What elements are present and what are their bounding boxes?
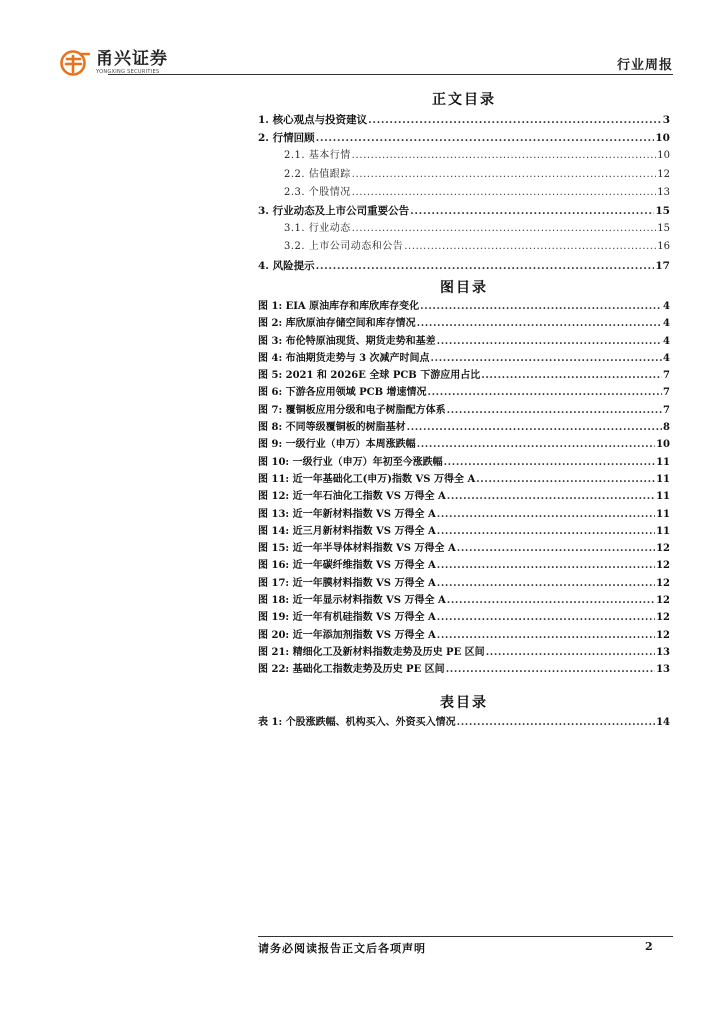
figure-entry[interactable] [258, 488, 670, 505]
toc-entry-label: 3.2. 上市公司动态和公告 [284, 241, 404, 253]
toc-entry[interactable] [258, 238, 670, 256]
figure-entry[interactable] [258, 592, 670, 609]
dot-leader [410, 202, 654, 220]
table-list-title: 表目录 [440, 695, 488, 711]
figure-entry-label: 图 9: 一级行业（申万）本周涨跌幅 [258, 439, 416, 451]
toc-entry[interactable] [258, 184, 670, 202]
toc-entry[interactable] [258, 129, 670, 147]
figure-entry-page: 4 [663, 352, 670, 364]
figure-entry-page: 11 [656, 456, 670, 468]
toc-entry-label: 4. 风险提示 [258, 259, 315, 272]
header-divider [108, 74, 673, 75]
dot-leader [476, 471, 655, 488]
figure-entry-page: 10 [656, 439, 670, 451]
figure-list [258, 298, 670, 679]
figure-entry[interactable] [258, 419, 670, 436]
footer-disclaimer: 请务必阅读报告正文后各项声明 [258, 942, 426, 955]
figure-entry[interactable] [258, 436, 670, 453]
figure-entry[interactable] [258, 575, 670, 592]
figure-entry[interactable] [258, 333, 670, 350]
dot-leader [368, 111, 662, 129]
figure-entry-page: 11 [656, 525, 670, 537]
figure-entry-label: 图 1: EIA 原油库存和库欣库存变化 [258, 301, 420, 312]
figure-entry-label: 图 12: 近一年石油化工指数 VS 万得全 A [258, 491, 446, 503]
toc-entry[interactable] [258, 111, 670, 129]
toc-entry-label: 2.3. 个股情况 [284, 186, 351, 198]
dot-leader [404, 238, 656, 256]
figure-entry[interactable] [258, 661, 670, 678]
figure-entry-page: 12 [656, 560, 670, 572]
figure-entry-label: 图 16: 近一年碳纤维指数 VS 万得全 A [258, 560, 436, 572]
figure-entry[interactable] [258, 350, 670, 367]
dot-leader [437, 575, 655, 592]
toc-entry[interactable] [258, 147, 670, 165]
dot-leader [352, 184, 657, 202]
figure-entry-page: 4 [663, 318, 670, 330]
dot-leader [446, 661, 655, 678]
toc-entry-label: 2.1. 基本行情 [284, 150, 351, 162]
figure-entry[interactable] [258, 367, 670, 384]
figure-entry-label: 图 7: 覆铜板应用分级和电子树脂配方体系 [258, 404, 446, 416]
figure-entry-label: 图 17: 近一年膜材料指数 VS 万得全 A [258, 577, 436, 589]
toc-entry-page: 12 [657, 168, 670, 180]
toc-entry-page: 17 [655, 259, 670, 272]
toc-title: 正文目录 [432, 92, 496, 108]
figure-entry-page: 8 [663, 422, 670, 434]
table-entry-label: 表 1: 个股涨跌幅、机构买入、外资买入情况 [258, 717, 456, 728]
dot-leader [428, 384, 663, 401]
dot-leader [407, 419, 662, 436]
figure-entry-page: 7 [663, 404, 670, 416]
table-list [258, 714, 670, 732]
figure-entry-page: 12 [656, 612, 670, 624]
figure-entry[interactable] [258, 384, 670, 401]
figure-entry[interactable] [258, 315, 670, 332]
toc-entry-page: 13 [657, 186, 670, 198]
toc-entry[interactable] [258, 220, 670, 238]
report-type-label: 行业周报 [616, 58, 673, 73]
toc-entry-page: 15 [657, 223, 670, 235]
footer-divider [258, 936, 673, 937]
logo-english-name: YONGXING SECURITIES [96, 69, 160, 75]
figure-entry-label: 图 20: 近一年添加剂指数 VS 万得全 A [258, 629, 436, 641]
figure-entry-label: 图 6: 下游各应用领域 PCB 增速情况 [258, 387, 427, 399]
toc-entry-label: 3. 行业动态及上市公司重要公告 [258, 204, 410, 217]
dot-leader [437, 557, 655, 574]
toc-entry[interactable] [258, 166, 670, 184]
figure-entry[interactable] [258, 627, 670, 644]
dot-leader [431, 350, 662, 367]
figure-entry-label: 图 19: 近一年有机硅指数 VS 万得全 A [258, 612, 436, 624]
toc-entry-page: 10 [655, 132, 670, 145]
figure-entry-label: 图 8: 不同等级覆铜板的树脂基材 [258, 422, 406, 434]
dot-leader [437, 627, 655, 644]
figure-entry[interactable] [258, 454, 670, 471]
figure-entry-page: 12 [656, 543, 670, 555]
figure-entry[interactable] [258, 609, 670, 626]
figure-entry-page: 13 [656, 664, 670, 676]
toc-entry-page: 10 [657, 150, 670, 162]
page-number: 2 [645, 940, 653, 953]
figure-entry-page: 7 [663, 387, 670, 399]
dot-leader [316, 129, 655, 147]
dot-leader [447, 402, 662, 419]
figure-list-title: 图目录 [440, 280, 488, 296]
dot-leader [352, 166, 657, 184]
dot-leader [481, 367, 662, 384]
dot-leader [437, 506, 655, 523]
figure-entry-page: 11 [656, 473, 670, 485]
dot-leader [437, 609, 655, 626]
toc-entry-page: 15 [655, 204, 670, 217]
logo-chinese-name: 甬兴证券 [96, 49, 168, 69]
figure-entry-label: 图 11: 近一年基础化工(申万)指数 VS 万得全 A [258, 473, 476, 485]
figure-entry[interactable] [258, 298, 670, 315]
dot-leader [457, 714, 655, 732]
toc-list [258, 111, 670, 275]
figure-entry-page: 12 [656, 629, 670, 641]
dot-leader [447, 488, 655, 505]
dot-leader [420, 298, 662, 315]
figure-entry-label: 图 15: 近一年半导体材料指数 VS 万得全 A [258, 543, 456, 555]
yongxing-logo-icon [60, 50, 92, 76]
figure-entry-label: 图 13: 近一年新材料指数 VS 万得全 A [258, 508, 436, 520]
figure-entry[interactable] [258, 402, 670, 419]
figure-entry[interactable] [258, 557, 670, 574]
figure-entry-label: 图 21: 精细化工及新材料指数走势及历史 PE 区间 [258, 646, 485, 658]
figure-entry[interactable] [258, 540, 670, 557]
figure-entry-label: 图 18: 近一年显示材料指数 VS 万得全 A [258, 595, 446, 607]
figure-entry-page: 7 [663, 370, 670, 382]
figure-entry-page: 4 [663, 335, 670, 347]
dot-leader [352, 147, 657, 165]
figure-entry-page: 12 [656, 595, 670, 607]
figure-entry-page: 11 [656, 491, 670, 503]
dot-leader [444, 454, 656, 471]
dot-leader [417, 436, 655, 453]
figure-entry-page: 12 [656, 577, 670, 589]
company-logo [60, 50, 168, 76]
figure-entry-label: 图 5: 2021 和 2026E 全球 PCB 下游应用占比 [258, 370, 481, 382]
table-entry[interactable] [258, 714, 670, 732]
dot-leader [417, 315, 662, 332]
dot-leader [437, 523, 655, 540]
toc-entry-label: 3.1. 行业动态 [284, 223, 351, 235]
toc-entry-label: 1. 核心观点与投资建议 [258, 114, 368, 126]
figure-entry[interactable] [258, 644, 670, 661]
toc-entry-page: 3 [662, 114, 670, 126]
dot-leader [437, 333, 662, 350]
toc-entry-label: 2. 行情回顾 [258, 132, 315, 145]
dot-leader [316, 257, 655, 275]
toc-entry-page: 16 [657, 241, 670, 253]
figure-entry-label: 图 22: 基础化工指数走势及历史 PE 区间 [258, 664, 445, 676]
dot-leader [486, 644, 655, 661]
figure-entry-label: 图 10: 一级行业（申万）年初至今涨跌幅 [258, 456, 443, 468]
figure-entry[interactable] [258, 523, 670, 540]
figure-entry-label: 图 2: 库欣原油存储空间和库存情况 [258, 318, 416, 330]
figure-entry-label: 图 4: 布油期货走势与 3 次减产时间点 [258, 352, 430, 364]
figure-entry-label: 图 14: 近三月新材料指数 VS 万得全 A [258, 525, 436, 537]
figure-entry-label: 图 3: 布伦特原油现货、期货走势和基差 [258, 335, 436, 347]
dot-leader [447, 592, 655, 609]
figure-entry-page: 11 [656, 508, 670, 520]
dot-leader [457, 540, 655, 557]
figure-entry-page: 13 [656, 646, 670, 658]
toc-entry-label: 2.2. 估值跟踪 [284, 168, 351, 180]
toc-entry[interactable] [258, 257, 670, 275]
figure-entry-page: 4 [663, 301, 670, 312]
dot-leader [352, 220, 657, 238]
toc-entry[interactable] [258, 202, 670, 220]
figure-entry[interactable] [258, 506, 670, 523]
figure-entry[interactable] [258, 471, 670, 488]
table-entry-page: 14 [656, 717, 670, 728]
